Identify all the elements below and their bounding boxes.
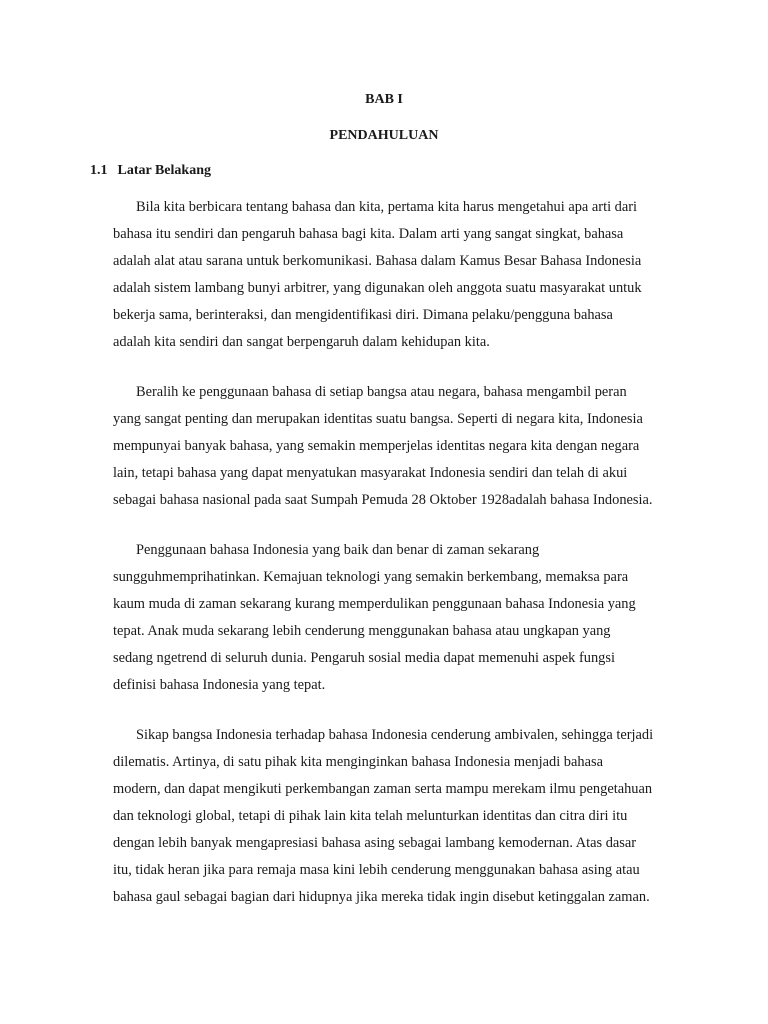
text-line: dengan lebih banyak mengapresiasi bahasa asing sebagai lambang kemodernan. Atas dasar [113,835,637,851]
section-number: 1.1 [90,163,108,178]
chapter-number: BAB I [365,92,403,107]
text-line: adalah sistem lambang bunyi arbitrer, yang digunakan oleh anggota suatu masyarakat untuk [113,280,642,296]
paragraph-3 [113,537,683,699]
chapter-title: PENDAHULUAN [329,128,439,143]
text-line: sungguhmemprihatinkan. Kemajuan teknologi yang semakin berkembang, memaksa para [113,569,629,585]
text-line: sebagai bahasa nasional pada saat Sumpah Pemuda 28 Oktober 1928adalah bahasa Indonesia. [113,492,653,508]
document-body [113,194,683,934]
text-line: Penggunaan bahasa Indonesia yang baik dan benar di zaman sekarang [136,542,540,558]
text-line: tepat. Anak muda sekarang lebih cenderung menggunakan bahasa atau ungkapan yang [113,623,611,639]
text-line: kaum muda di zaman sekarang kurang memperdulikan penggunaan bahasa Indonesia yang [113,596,636,612]
text-line: itu, tidak heran jika para remaja masa kini lebih cenderung menggunakan bahasa asing atau [113,862,640,878]
section-heading [90,163,211,179]
paragraph-4 [113,722,683,911]
text-line: Sikap bangsa Indonesia terhadap bahasa Indonesia cenderung ambivalen, sehingga terjadi [136,727,654,743]
text-line: lain, tetapi bahasa yang dapat menyatukan masyarakat Indonesia sendiri dan telah di akui [113,465,628,481]
paragraph-2 [113,379,683,514]
text-line: bahasa gaul sebagai bagian dari hidupnya jika mereka tidak ingin disebut ketinggalan zaman. [113,889,650,905]
text-line: bekerja sama, berinteraksi, dan mengidentifikasi diri. Dimana pelaku/pengguna bahasa [113,307,613,323]
text-line: adalah kita sendiri dan sangat berpengaruh dalam kehidupan kita. [113,334,490,350]
text-line: Bila kita berbicara tentang bahasa dan kita, pertama kita harus mengetahui apa arti dari [136,199,638,215]
section-title: Latar Belakang [117,163,211,178]
text-line: mempunyai banyak bahasa, yang semakin memperjelas identitas negara kita dengan negara [113,438,640,454]
text-line: modern, dan dapat mengikuti perkembangan zaman serta mampu merekam ilmu pengetahuan [113,781,653,797]
text-line: bahasa itu sendiri dan pengaruh bahasa bagi kita. Dalam arti yang sangat singkat, bahasa [113,226,624,242]
text-line: sedang ngetrend di seluruh dunia. Pengaruh sosial media dapat memenuhi aspek fungsi [113,650,615,666]
text-line: adalah alat atau sarana untuk berkomunikasi. Bahasa dalam Kamus Besar Bahasa Indonesia [113,253,642,269]
text-line: dilematis. Artinya, di satu pihak kita menginginkan bahasa Indonesia menjadi bahasa [113,754,603,770]
text-line: Beralih ke penggunaan bahasa di setiap bangsa atau negara, bahasa mengambil peran [136,384,627,400]
text-line: yang sangat penting dan merupakan identitas suatu bangsa. Seperti di negara kita, Indonesia [113,411,643,427]
text-line: definisi bahasa Indonesia yang tepat. [113,677,326,693]
text-line: dan teknologi global, tetapi di pihak lain kita telah melunturkan identitas dan citra diri itu [113,808,628,824]
paragraph-1 [113,194,683,356]
